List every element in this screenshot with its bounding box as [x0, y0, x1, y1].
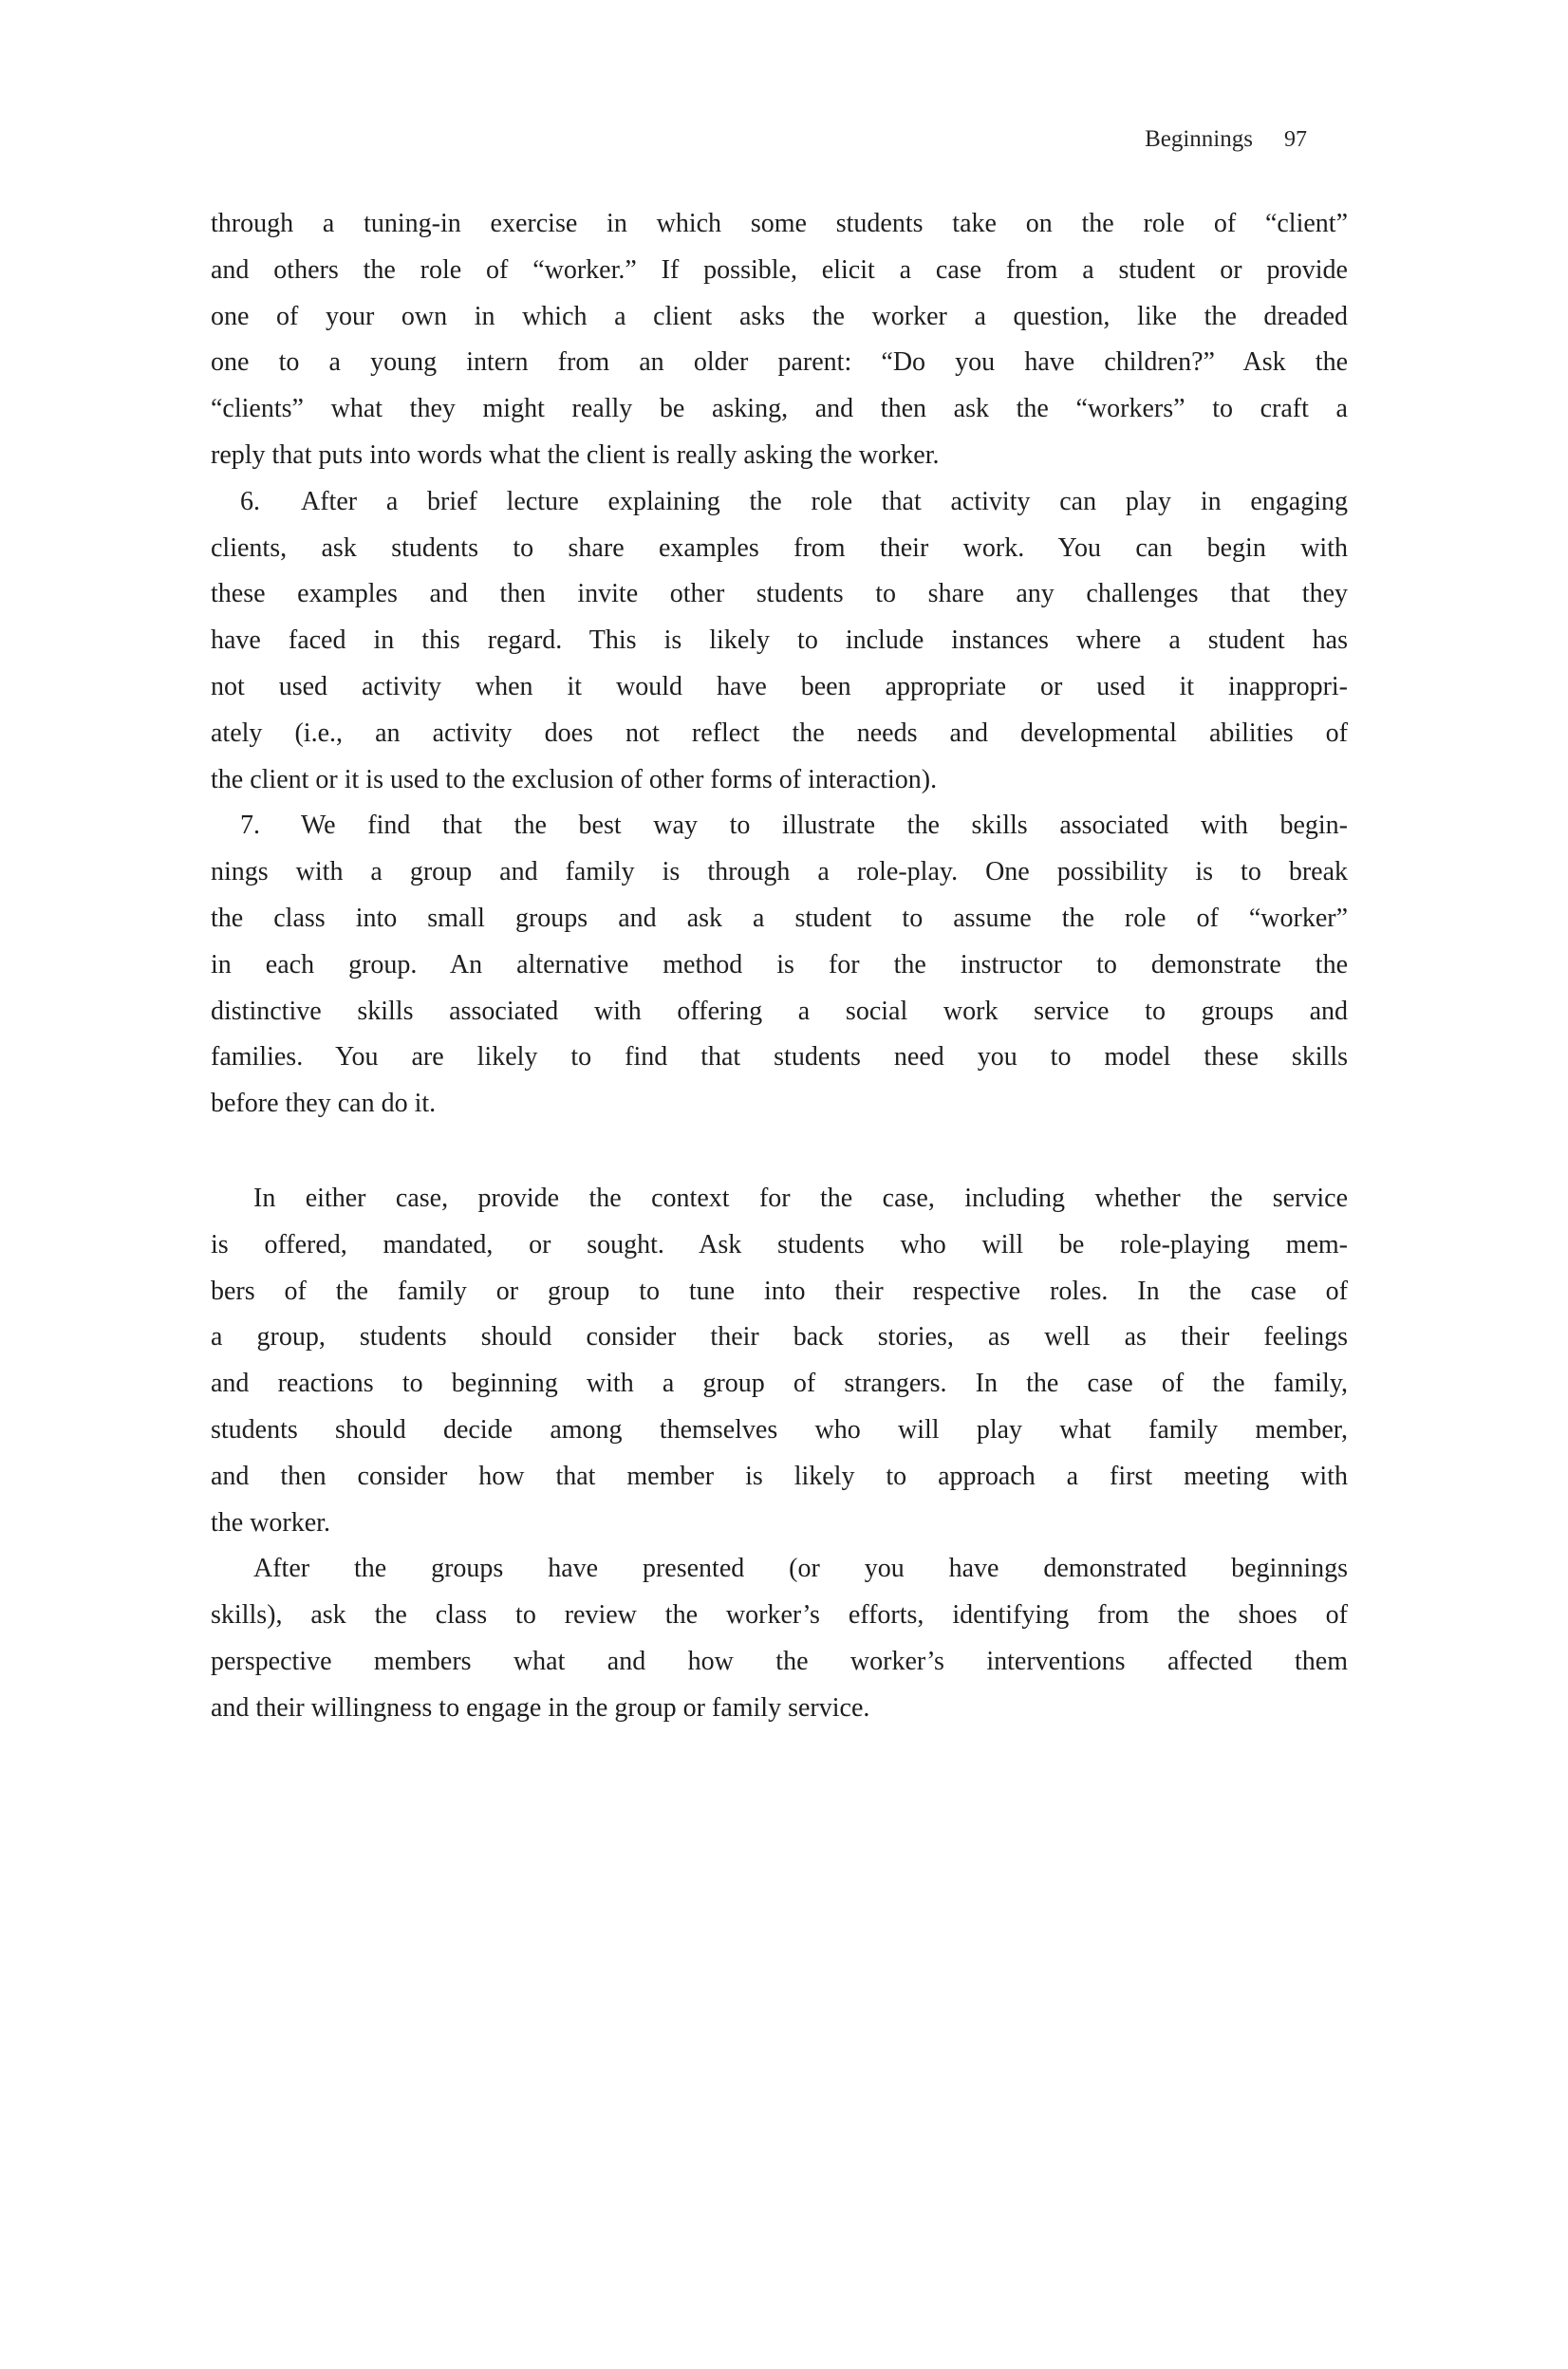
- body-text: [211, 201, 1348, 1732]
- text-line: and reactions to beginning with a group of strangers. In the case of the family,: [211, 1369, 1348, 1399]
- item-number: 6.: [240, 486, 260, 516]
- text-line: reply that puts into words what the client is really asking the worker.: [211, 439, 940, 470]
- text-line-text: After a brief lecture explaining the role that activity can play in engaging: [301, 486, 1348, 516]
- text-line: perspective members what and how the worker’s interventions affected them: [211, 1646, 1348, 1676]
- text-line: distinctive skills associated with offering a social work service to groups and: [211, 996, 1348, 1026]
- text-line: the worker.: [211, 1507, 330, 1538]
- paragraph-numbered-7: [211, 803, 1348, 1128]
- text-line: not used activity when it would have been appropriate or used it inappropri-: [211, 671, 1348, 701]
- text-line: ately (i.e., an activity does not reflect the needs and developmental abilities of: [211, 718, 1348, 748]
- text-line: families. You are likely to find that students need you to model these skills: [211, 1042, 1348, 1073]
- text-line: nings with a group and family is through a role-play. One possibility is to break: [211, 857, 1348, 887]
- text-line: skills), ask the class to review the worker’s efforts, identifying from the shoes of: [211, 1600, 1348, 1631]
- text-line: have faced in this regard. This is likely to include instances where a student has: [211, 625, 1348, 656]
- text-line: in each group. An alternative method is for the instructor to demonstrate the: [211, 949, 1348, 979]
- running-title: Beginnings: [1145, 126, 1253, 152]
- text-line: one of your own in which a client asks the worker a question, like the dreaded: [211, 301, 1348, 331]
- text-line: these examples and then invite other students to share any challenges that they: [211, 579, 1348, 609]
- text-line: [211, 803, 1348, 849]
- text-line: is offered, mandated, or sought. Ask students who will be role-playing mem-: [211, 1229, 1348, 1259]
- text-line: bers of the family or group to tune into their respective roles. In the case of: [211, 1276, 1348, 1306]
- text-line: and their willingness to engage in the group or family service.: [211, 1692, 870, 1723]
- text-line: students should decide among themselves who will play what family member,: [211, 1414, 1348, 1445]
- paragraph-after-the-groups: [211, 1546, 1348, 1731]
- text-line: clients, ask students to share examples from their work. You can begin with: [211, 532, 1348, 563]
- text-line: the client or it is used to the exclusion of other forms of interaction).: [211, 764, 938, 794]
- text-line: [211, 479, 1348, 526]
- running-header: [211, 124, 1307, 155]
- text-line: a group, students should consider their back stories, as well as their feelings: [211, 1322, 1348, 1352]
- paragraph-in-either-case: [211, 1176, 1348, 1546]
- paragraph-numbered-6: [211, 479, 1348, 804]
- item-number: 7.: [240, 811, 260, 841]
- text-line-text: We find that the best way to illustrate the skills associated with begin-: [301, 811, 1348, 841]
- page-number: 97: [1284, 127, 1307, 152]
- paragraph-continuation: [211, 201, 1348, 479]
- text-line: After the groups have presented (or you have demonstrated beginnings: [253, 1554, 1348, 1584]
- text-line: one to a young intern from an older parent: “Do you have children?” Ask the: [211, 347, 1348, 378]
- text-line: before they can do it.: [211, 1089, 437, 1119]
- text-line: and then consider how that member is likely to approach a first meeting with: [211, 1461, 1348, 1491]
- text-line: “clients” what they might really be asking, and then ask the “workers” to craft a: [211, 394, 1348, 424]
- text-line: and others the role of “worker.” If possible, elicit a case from a student or provide: [211, 254, 1348, 285]
- text-line: In either case, provide the context for the case, including whether the service: [253, 1183, 1348, 1213]
- text-line: through a tuning-in exercise in which some students take on the role of “client”: [211, 209, 1348, 238]
- text-line: the class into small groups and ask a student to assume the role of “worker”: [211, 903, 1348, 933]
